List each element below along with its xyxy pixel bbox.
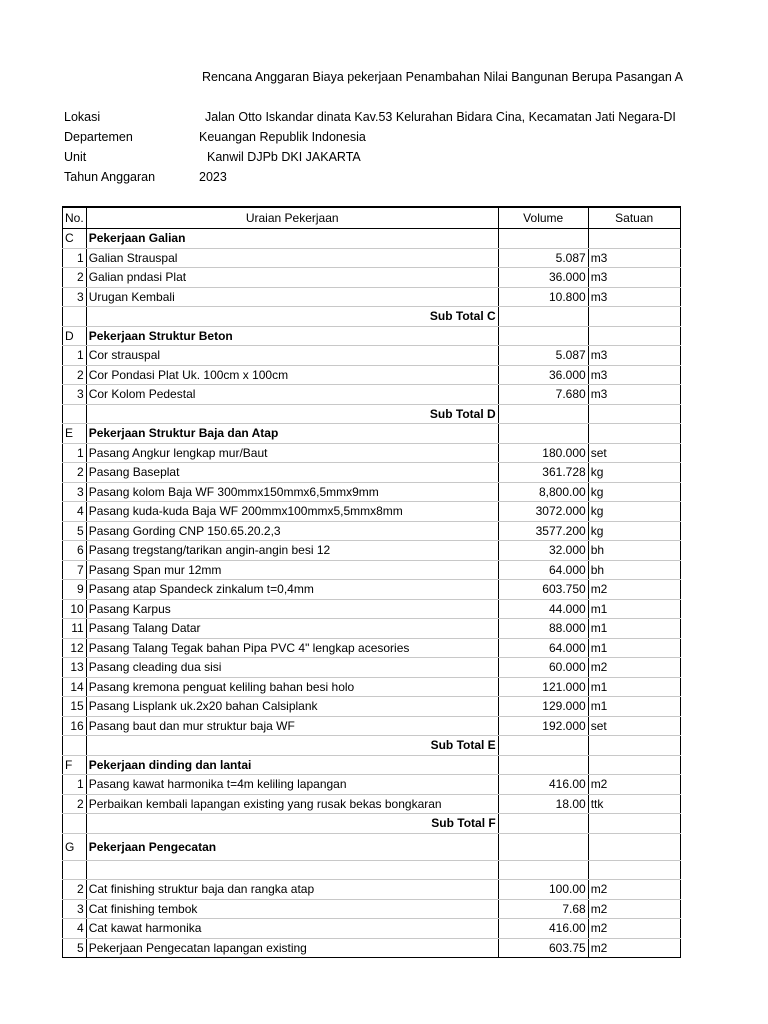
- table-row: [63, 880, 681, 900]
- satuan-cell: [588, 229, 680, 249]
- item-volume: 64.000: [498, 638, 588, 658]
- item-number: 2: [63, 794, 87, 814]
- item-number: 1: [63, 248, 87, 268]
- table-row: [63, 580, 681, 600]
- item-unit: m2: [588, 658, 680, 678]
- table-row: [63, 541, 681, 561]
- item-unit: kg: [588, 463, 680, 483]
- table-row: [63, 287, 681, 307]
- blank-cell: [588, 860, 680, 880]
- item-unit: m1: [588, 677, 680, 697]
- item-volume: 180.000: [498, 443, 588, 463]
- item-description: Pasang kawat harmonika t=4m keliling lapangan: [86, 775, 498, 795]
- item-description: Urugan Kembali: [86, 287, 498, 307]
- item-number: 2: [63, 268, 87, 288]
- subtotal-volume: [498, 814, 588, 834]
- item-unit: m2: [588, 919, 680, 939]
- item-number: 3: [63, 385, 87, 405]
- item-number: 5: [63, 938, 87, 958]
- item-number: 4: [63, 502, 87, 522]
- item-description: Pasang kuda-kuda Baja WF 200mmx100mmx5,5mmx8mm: [86, 502, 498, 522]
- item-description: Galian Strauspal: [86, 248, 498, 268]
- info-value: Kanwil DJPb DKI JAKARTA: [207, 150, 361, 164]
- subtotal-volume: [498, 404, 588, 424]
- item-description: Pasang baut dan mur struktur baja WF: [86, 716, 498, 736]
- item-volume: 129.000: [498, 697, 588, 717]
- item-description: Pasang kolom Baja WF 300mmx150mmx6,5mmx9mm: [86, 482, 498, 502]
- item-volume: 60.000: [498, 658, 588, 678]
- item-volume: 100.00: [498, 880, 588, 900]
- table-row: [63, 794, 681, 814]
- item-description: Pasang Talang Tegak bahan Pipa PVC 4" lengkap acesories: [86, 638, 498, 658]
- item-unit: kg: [588, 502, 680, 522]
- item-unit: m2: [588, 899, 680, 919]
- section-code: C: [63, 229, 87, 249]
- item-unit: ttk: [588, 794, 680, 814]
- info-value: Jalan Otto Iskandar dinata Kav.53 Kelurahan Bidara Cina, Kecamatan Jati Negara-DI: [205, 110, 676, 124]
- item-unit: m1: [588, 697, 680, 717]
- item-unit: m1: [588, 638, 680, 658]
- item-volume: 32.000: [498, 541, 588, 561]
- table-row: [63, 521, 681, 541]
- subtotal-number: [63, 307, 87, 327]
- item-volume: 64.000: [498, 560, 588, 580]
- satuan-cell: [588, 326, 680, 346]
- item-description: Pasang Baseplat: [86, 463, 498, 483]
- subtotal-row: [63, 814, 681, 834]
- subtotal-number: [63, 736, 87, 756]
- blank-cell: [498, 860, 588, 880]
- subtotal-label: Sub Total D: [86, 404, 498, 424]
- document-title: Rencana Anggaran Biaya pekerjaan Penambahan Nilai Bangunan Berupa Pasangan A: [202, 70, 683, 84]
- subtotal-unit: [588, 307, 680, 327]
- item-number: 3: [63, 482, 87, 502]
- item-unit: set: [588, 443, 680, 463]
- table-header-row: [63, 207, 681, 229]
- info-value: Keuangan Republik Indonesia: [199, 130, 366, 144]
- item-description: Pasang kremona penguat keliling bahan besi holo: [86, 677, 498, 697]
- header-volume: Volume: [498, 207, 588, 229]
- item-volume: 361.728: [498, 463, 588, 483]
- table-row: [63, 443, 681, 463]
- item-unit: m3: [588, 268, 680, 288]
- section-row: [63, 833, 681, 860]
- boq-table: [62, 206, 681, 958]
- item-description: Cat kawat harmonika: [86, 919, 498, 939]
- item-description: Pasang Angkur lengkap mur/Baut: [86, 443, 498, 463]
- item-volume: 7.680: [498, 385, 588, 405]
- item-unit: m3: [588, 385, 680, 405]
- table-row: [63, 919, 681, 939]
- subtotal-unit: [588, 814, 680, 834]
- item-volume: 121.000: [498, 677, 588, 697]
- item-number: 1: [63, 775, 87, 795]
- item-volume: 44.000: [498, 599, 588, 619]
- header-uraian: Uraian Pekerjaan: [86, 207, 498, 229]
- section-row: [63, 424, 681, 444]
- section-title: Pekerjaan Struktur Beton: [86, 326, 498, 346]
- item-description: Pasang Talang Datar: [86, 619, 498, 639]
- item-number: 15: [63, 697, 87, 717]
- blank-cell: [86, 860, 498, 880]
- subtotal-row: [63, 736, 681, 756]
- item-unit: m3: [588, 248, 680, 268]
- table-row: [63, 560, 681, 580]
- item-number: 7: [63, 560, 87, 580]
- item-description: Pasang atap Spandeck zinkalum t=0,4mm: [86, 580, 498, 600]
- table-row: [63, 638, 681, 658]
- table-row: [63, 899, 681, 919]
- item-volume: 416.00: [498, 775, 588, 795]
- item-number: 9: [63, 580, 87, 600]
- item-number: 1: [63, 443, 87, 463]
- item-description: Cor Pondasi Plat Uk. 100cm x 100cm: [86, 365, 498, 385]
- satuan-cell: [588, 424, 680, 444]
- volume-cell: [498, 229, 588, 249]
- table-row: [63, 346, 681, 366]
- item-volume: 603.75: [498, 938, 588, 958]
- item-description: Pasang Lisplank uk.2x20 bahan Calsiplank: [86, 697, 498, 717]
- item-unit: m3: [588, 287, 680, 307]
- item-volume: 36.000: [498, 268, 588, 288]
- volume-cell: [498, 755, 588, 775]
- item-unit: m2: [588, 580, 680, 600]
- info-row: [64, 170, 764, 188]
- section-title: Pekerjaan Struktur Baja dan Atap: [86, 424, 498, 444]
- subtotal-unit: [588, 736, 680, 756]
- table-row: [63, 599, 681, 619]
- section-title: Pekerjaan Galian: [86, 229, 498, 249]
- info-label: Departemen: [64, 130, 133, 144]
- subtotal-number: [63, 404, 87, 424]
- item-volume: 88.000: [498, 619, 588, 639]
- table-row: [63, 658, 681, 678]
- section-code: D: [63, 326, 87, 346]
- item-description: Pasang Karpus: [86, 599, 498, 619]
- item-description: Cat finishing struktur baja dan rangka atap: [86, 880, 498, 900]
- item-number: 10: [63, 599, 87, 619]
- item-unit: m1: [588, 619, 680, 639]
- item-unit: kg: [588, 521, 680, 541]
- item-description: Cor strauspal: [86, 346, 498, 366]
- item-description: Galian pndasi Plat: [86, 268, 498, 288]
- item-number: 3: [63, 287, 87, 307]
- item-unit: m3: [588, 365, 680, 385]
- item-volume: 5.087: [498, 248, 588, 268]
- table-row: [63, 365, 681, 385]
- table-body: [63, 229, 681, 958]
- item-volume: 416.00: [498, 919, 588, 939]
- item-unit: m2: [588, 775, 680, 795]
- table-row: [63, 482, 681, 502]
- section-title: Pekerjaan Pengecatan: [86, 833, 498, 860]
- subtotal-row: [63, 404, 681, 424]
- item-number: 6: [63, 541, 87, 561]
- item-volume: 36.000: [498, 365, 588, 385]
- table-row: [63, 385, 681, 405]
- subtotal-label: Sub Total E: [86, 736, 498, 756]
- info-row: [64, 150, 764, 168]
- section-row: [63, 229, 681, 249]
- item-description: Cor Kolom Pedestal: [86, 385, 498, 405]
- volume-cell: [498, 326, 588, 346]
- item-description: Perbaikan kembali lapangan existing yang rusak bekas bongkaran: [86, 794, 498, 814]
- item-unit: m2: [588, 880, 680, 900]
- item-volume: 3577.200: [498, 521, 588, 541]
- table-row: [63, 248, 681, 268]
- item-number: 1: [63, 346, 87, 366]
- section-code: G: [63, 833, 87, 860]
- item-description: Pekerjaan Pengecatan lapangan existing: [86, 938, 498, 958]
- volume-cell: [498, 424, 588, 444]
- table-row: [63, 716, 681, 736]
- item-number: 3: [63, 899, 87, 919]
- item-number: 11: [63, 619, 87, 639]
- item-number: 4: [63, 919, 87, 939]
- item-number: 16: [63, 716, 87, 736]
- info-label: Tahun Anggaran: [64, 170, 156, 184]
- item-number: 14: [63, 677, 87, 697]
- table-row: [63, 619, 681, 639]
- info-label: Lokasi: [64, 110, 101, 124]
- item-unit: set: [588, 716, 680, 736]
- subtotal-label: Sub Total C: [86, 307, 498, 327]
- satuan-cell: [588, 833, 680, 860]
- info-row: [64, 110, 764, 128]
- item-volume: 18.00: [498, 794, 588, 814]
- item-number: 2: [63, 365, 87, 385]
- item-description: Pasang Span mur 12mm: [86, 560, 498, 580]
- volume-cell: [498, 833, 588, 860]
- subtotal-volume: [498, 307, 588, 327]
- info-label: Unit: [64, 150, 87, 164]
- item-volume: 3072.000: [498, 502, 588, 522]
- info-value: 2023: [199, 170, 227, 184]
- item-unit: bh: [588, 560, 680, 580]
- item-number: 2: [63, 463, 87, 483]
- satuan-cell: [588, 755, 680, 775]
- subtotal-label: Sub Total F: [86, 814, 498, 834]
- item-number: 13: [63, 658, 87, 678]
- item-description: Pasang tregstang/tarikan angin-angin besi 12: [86, 541, 498, 561]
- subtotal-volume: [498, 736, 588, 756]
- blank-row: [63, 860, 681, 880]
- header-no: No.: [63, 207, 87, 229]
- item-unit: m1: [588, 599, 680, 619]
- subtotal-number: [63, 814, 87, 834]
- item-unit: m3: [588, 346, 680, 366]
- section-row: [63, 755, 681, 775]
- section-code: E: [63, 424, 87, 444]
- item-volume: 603.750: [498, 580, 588, 600]
- blank-cell: [63, 860, 87, 880]
- item-description: Pasang Gording CNP 150.65.20.2,3: [86, 521, 498, 541]
- table-row: [63, 775, 681, 795]
- header-satuan: Satuan: [588, 207, 680, 229]
- table-row: [63, 677, 681, 697]
- item-volume: 5.087: [498, 346, 588, 366]
- item-description: Pasang cleading dua sisi: [86, 658, 498, 678]
- table-row: [63, 268, 681, 288]
- item-unit: kg: [588, 482, 680, 502]
- table-row: [63, 502, 681, 522]
- item-volume: 7.68: [498, 899, 588, 919]
- subtotal-unit: [588, 404, 680, 424]
- item-number: 2: [63, 880, 87, 900]
- item-unit: bh: [588, 541, 680, 561]
- item-volume: 10.800: [498, 287, 588, 307]
- section-code: F: [63, 755, 87, 775]
- table-row: [63, 463, 681, 483]
- section-row: [63, 326, 681, 346]
- subtotal-row: [63, 307, 681, 327]
- item-number: 12: [63, 638, 87, 658]
- section-title: Pekerjaan dinding dan lantai: [86, 755, 498, 775]
- table-row: [63, 938, 681, 958]
- item-number: 5: [63, 521, 87, 541]
- info-row: [64, 130, 764, 148]
- table-row: [63, 697, 681, 717]
- item-unit: m2: [588, 938, 680, 958]
- item-description: Cat finishing tembok: [86, 899, 498, 919]
- item-volume: 8,800.00: [498, 482, 588, 502]
- item-volume: 192.000: [498, 716, 588, 736]
